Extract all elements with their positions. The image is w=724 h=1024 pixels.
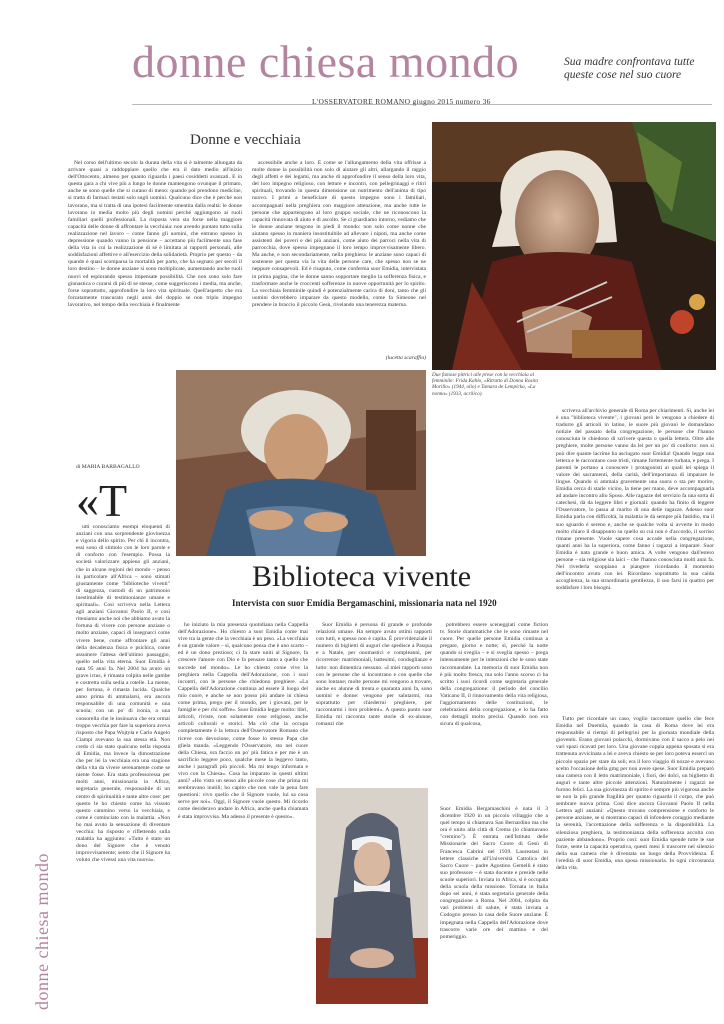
editorial-column-1: Nel corso dell'ultimo secolo la durata della vita si è talmente allungata da arrivare quasi a raddoppiare quello che era il dato medio all'inizio dell'Ottocento, almeno per quanto riguarda i paesi cosiddetti avanzati. E in questa gara a chi vive più a lungo le donne mantengono ovunque il primato, anche se sono quelle che si curano di meno: quando poi prendono medicine, si tratta di farmaci testati solo sugli uomini. Qualcuno dice che è perché non lavorano, ma si tratta di una ipotesi facilmente smentita dalla realtà: le donne lavorano in media molto più degli uomini perché aggiungono ai ruoli familiari quelli professionali. La risposta vera sta forse nella maggiore capacità delle donne di affrontare la vecchiaia: non avendo puntato tutto sulla realizzazione nel lavoro – come fanno gli uomini, che entrano spesso in depressione quando vanno in pensione – accettano più facilmente una fase della vita in cui la realizzazione di sé è limitata ai rapporti personali, alle soddisfazioni affettive e all'esercizio della solidarietà. Proprio per questo – da quando è quasi scomparsa la mortalità per parto, che ha segnato per secoli il loro destino – le donne anziane si sono moltiplicate, aumentando anche ruoli nuovi ed esplorando spesso impensate possibilità. Che non sono solo fare ginnastica o curarsi di più di se stesse, come suggeriscono i media, ma anche, forse soprattutto, approfondire la loro vita spirituale. Quell'aspetto che era forzatamente trascurato negli anni del doppio se non triplo impegno lavorativo, nel tempo della vecchiaia è finalmente [68, 160, 242, 308]
article-column-6: Tutto per ricordare un caso, voglio raccontare quello che fece Emidia nel Duemila, quando la casa di Roma dove lei era responsabile si riempì di pellegrini per la giornata mondiale della gioventù. Erano giovani polacchi, dormivano con il sacco a pelo nei vari spazi ricavati per loro. Una giovane coppia appena sposata si era trattenuta avvicinata a lei e aveva chiesto se per loro poteva esserci un piccolo spazio per stare da soli; era il loro viaggio di nozze e avevano scelto l'occasione della gmg per non avere spese. Suor Emidia preparò una camera con il letto matrimoniale, i fiori, dei dolci, un biglietto di auguri e tante altre piccole attenzioni. Naturalmente i ragazzi ne furono felici. La sua giovinezza di spirito è sempre più vigorosa anche se non la più grande fragilità per quanto riguarda il corpo, che può sembrare nuova prima. Così dice ancora Giovanni Paolo II nella Lettera agli anziani: «Questo trovano comprensione e conforto le persone anziane, se si mostrano capaci di infondere coraggio mediante la serenità, l'accettazione della sofferenza e la disponibilità. La silenziosa preghiera, la testimonianza della sofferenza accolta con paziente abbandono». Proprio così: suor Emidia spende tutte le sue forze, sente la capacità operativa, questi mesi li trascorre nel silenzio della sua camera che è diventata un luogo della Provvidenza. È l'eredità di suor Emidia, una sposa missionaria. In ogni circostanza della vita. [556, 716, 714, 871]
article-column-1: utti conosciamo esempi eloquenti di anziani con una sorprendente giovinezza e vigoria dello spirito. Per chi li incontra, essi sono di stimolo con le loro parole e di conforto con l'esempio. Possa la società valorizzare appieno gli anziani, che in alcune regioni del mondo – penso in particolare all'Africa – sono stimati giustamente come "biblioteche viventi" di saggezza, custodi di un patrimonio inestimabile di testimonianze umane e spirituali». Così scriveva nella Lettera agli anziani Giovanni Paolo II, e così riteniamo anche noi che abbiamo avuto la fortuna di vivere con persone anziane o molto anziane, capaci di insegnarci come vivere bene, come affrontare gli anni della decadenza fisica e psichica, come assumere l'attesa dell'ultimo passaggio, quello nella vita eterna. Suor Emidia è nata 95 anni fa. Nel 2004 ha avuto un grave ictus, è rimasta colpita nelle gambe e costretta sulla sedia a rotelle. La mente, per fortuna, è rimasta lucida. Qualche anno prima di ammalarsi, era ancora responsabile di una comunità e una scuola; con un po' di ironia, a una consorella che le insinuava che era ormai troppo vecchia per fare la superiora aveva risposto che Papa Wojtyła e Carlo Angelo Ciampi avevano la sua stessa età. Non credo ci sia stato qualcuno nella risposta di Emidia, ma invece la dimostrazione che per lei la vecchiaia era una stagione della vita da vivere serenamente come se niente fosse. Era stata professoressa per molti anni, missionaria in Africa, segretaria generale, responsabile di un centro di spiritualità e tante altre cose: per questo le ho chiesto come ha vissuto questo cammino verso la vecchiaia, e come è cominciato con la malattia. «Non ho mai avuto la sensazione di diventare vecchia: ha risposto e riflettendo sulla malattia ha aggiunto: «Tutto è stato un dono del Signore che è venuto improvvisamente; sento che il Signore ha voluto che vivessi una vita nuova». [76, 524, 170, 864]
bio-box: Suor Emidia Bergamaschini è nata il 3 dicembre 1920 in un piccolo villaggio che a quel tempo si chiamava San Bernardino ma che ora è unito alla città di Crema (lo chiamavano "cremino"). È entrata nell'Istituto delle Missionarie del Sacro Cuore di Gesù di Francesca Cabrini nel 1939. Laureatasi in lettere classiche all'Università Cattolica del Sacro Cuore – padre Agostino Gemelli è stato suo professore – è stata docente e preside nelle scuole superiori. Inviata in Africa, si è occupata della scuola della missione. Tornata in Italia dopo sei anni, è stata segretaria generale della congregazione a Roma. Nel 2004, colpita da vari problemi di salute, è stata inviata a Codogno presso la casa delle Suore anziane. È impegnata nella Cappella dell'Adorazione dove trascorre varie ore del mattino e del pomeriggio. [440, 806, 548, 940]
editorial-signature: (lucetta scaraffia) [385, 355, 426, 361]
masthead-title: donne chiesa mondo [132, 36, 520, 87]
article-column-3: Suor Emidia è persona di grande e profonde relazioni umane. Ha sempre avuto ottimi rapporti con tutti, e spesso non è capita. È provvidenziale il numero di biglietti di auguri che spedisce a Pasqua e a Natale, per onomastici e compleanni, per ricorrenze: matrimoniali, battesimi, condoglianze e lutto: non dimentica nessuno. «I miei rapporti sono con le persone che si incontrano e con quelle che sono lontane; molte persone mi vengono a trovare, anche ex alunne di trenta e quaranta anni fa, sono uomini e donne: vengono per salutarmi, ma soprattutto per chiedermi preghiere, per raccontarmi i loro problemi». A questo punto suor Emidia mi racconta tante storie di ex-alunne, romanzi che [316, 622, 432, 728]
article-column-5: scriveva all'archivio generale di Roma per chiarimenti. Sì, anche lei è una "biblioteca vivente", i giovani però le vengono a chiedere di tradurre gli articoli in latino, le suore più giovani le domandano notizie del passato della congregazione, le persone che l'hanno conosciuta le chiedono di scrivere questa o quella lettera. Oltre alle preghiere, molte persone vanno da lei per un po' di conforto: non si può dire quante lacrime ha asciugato suor Emidia! Quando legge una lettera e le raccontano cose tristi, rimane fortemente turbata, e prega. I parenti le portano a conoscere i protagonisti ai quali lei spiega il valore dei sacramenti, della carità, dell'importanza di imparare le lingue. Quando si ammala gravemente una suora o sta per morire, Emidia cerca di starle vicino, la tiene per mano, deve accompagnarla ad andare incontro allo Sposo. Alle ragazze del servizio fa una sorta di catechesi, dà da leggere libri e giornali: quando ha finito di leggere l'Osservatore, lo passa al marito di una delle ragazze. Adesso suor Emidia parla con difficoltà, la malattia le dà sempre più fastidio, ma il suo sguardo è sereno e, anche se qualche volta si avverte in modo molto chiaro il disappunto su quello su cui non è d'accordo, il sorriso rimane presente. Vuole sapere cosa accade nella congregazione, quanti anni ha la superiora, come fanno i ragazzi a imparare. Suor Emidia è nata grande e buon amica. A volte vengono dall'estero persone – sia religiose sia laici – che l'hanno conosciuta molti anni fa. Nel rivederla scoppiano a piangere ricordando il momento dell'incontro avuto con lei. Ricordano soprattutto la sua calda accoglienza, la sua straordinaria gentilezza, il suo farsi in quattro per soddisfare i loro bisogni. [556, 408, 714, 592]
paintings-caption: Due famose pittrici alle prese con la vecchiaia al femminile: Frida Kahlo, «Ritratto di Donna Rosita Morillo» (1944, olio) e Tamara de Lempicka, «La nonna» (1933, acrilico). [432, 372, 538, 397]
article-subtitle: Intervista con suor Emidia Bergamaschini, missionaria nata nel 1920 [232, 598, 497, 608]
issue-line: L'OSSERVATORE ROMANO giugno 2015 numero 36 [312, 97, 491, 106]
painting-kahlo [432, 122, 716, 370]
painting-lempicka [176, 370, 426, 556]
article-author: di MARIA BARBAGALLO [76, 464, 140, 470]
masthead-tagline: Sua madre confrontava tutte queste cose nel suo cuore [564, 56, 695, 81]
drop-cap: «T [76, 475, 128, 526]
section-title: Donne e vecchiaia [190, 132, 301, 148]
editorial-column-2: accessibile anche a loro. È come se l'allungamento della vita offrisse a molte donne la possibilità non solo di aiutare gli altri, allargando il raggio degli affetti e dei legami, ma anche di approfondire il senso della loro vita, del loro impegno religioso, con letture e incontri, con pellegrinaggi e ritiri spirituali, trovando in questa dimensione un nutrimento dell'anima di tipo nuovo. I primi a beneficiare di questo impegno sono i familiari, accompagnati nella preghiera con maggiore attenzione, ma anche tutte le persone che appartengono al loro gruppo sociale, che ne riconoscono la capacità rinnovata di aiuto e di ascolto. Se ci guardiamo intorno, vediamo che le donne anziane tengono in piedi il mondo: non solo come nonne che aiutano spesso in maniera insostituibile ad allevare i nipoti, ma anche come assistenti dei poveri e dei più anziani, come aiuto dei parroci nella vita di parrocchia, dove spesso impegnano il loro tempo improvvisamente libero. Ma anche, e non secondariamente, nella preghiera: le anziane sono capaci di sostenere per questa via la vita delle persone care, che spesso non se ne neppure consapevoli. Ed è risaputo, come conferma suor Emidia, intervistata in prima pagina, che le donne sanno sopportare meglio la sofferenza fisica, e trasformare anche le croccenti sofferenze in nuove opportunità per lo spirito. La vecchiaia femminile quindi è potenzialmente carica di doni, tanto che gli uomini dovrebbero imparare da questo modello, come fa Simeone nel prendere in braccio il piccolo Gesù, rivelando una tenerezza materna. [252, 160, 426, 308]
article-title: Biblioteca vivente [252, 560, 472, 593]
article-column-4: potrebbero essere sceneggiati come fiction tv. Storie drammatiche che le sono rimaste nel cuore. Per quelle persone Emidia continua a pregare, giorno e notte; sì, perché la notte quando si sveglia – e si sveglia spesso – prega intensamente per le intenzioni che le sono state raccomandate. La memoria di suor Emidia non è più molto fresca, ma solo l'anno scorso ci ha scritto i suoi ricordi come segretaria generale della congregazione: il periodo del concilio Vaticano II, il rinnovamento della vita religiosa, l'aggiornamento delle costituzioni, le celebrazioni della congregazione, e lo ha fatto con dettagli molto precisi. Quando non era sicura di qualcosa, [440, 622, 548, 728]
vertical-masthead: donne chiesa mondo [32, 853, 52, 1010]
article-column-2: ho iniziato la mia presenza quotidiana nella Cappella dell'Adorazione». Ho chiesto a suor Emidia come mai vive tra la gente che la vecchiaia è un peso. «La vecchiaia è un grande valore – si, qualcuno pensa che è uno scarto – ed è un dono prezioso; ci fa stare uniti al Signore, fa crescere l'amore con Dio e fa pensare tanto a quello che succede nel mondo». Le ho chiesto come vive la preghiera nella Cappella dell'Adorazione, con i suoi incontri, con le persone che chiedono preghiere. «La Cappella dell'Adorazione continua ad essere il luogo del mio cuore, e anche se non posso più andare in chiesa come prima, prego per il mondo, per i giovani, per le famiglie e per chi soffre». Suor Emidia legge molto: libri, articoli, riviste, non solamente cose religiose, anche articoli culturali e storici. Ma ciò che la occupa completamente è la lettura dell'Osservatore Romano che riceve con devozione, come fosse lo stesso Papa che gliela manda. «Leggendo l'Osservatore, sto nel cuore della Chiesa, ora faccio un po' più fatica e per me è un sacrificio leggere poco, qualche mese la leggevo tanto, anche i paragrafi più piccoli. Ma mi tengo informata e vivo con la Chiesa». Cosa ha imparato in questi ultimi anni? «Ho visto un senso alle piccole cose che prima mi sembravano inutili; ho capito che non vale la pena fare questioni: vivo quello che il Signore vuole, lui sa cosa serve per noi». Oggi, il Signore vuole questo. Mi ricordo come desideravo andare in Africa, anche quella chiamata è stata improvvisa. Ma adesso il presente è questo». [178, 622, 308, 820]
photo-suor-emidia [316, 788, 428, 1004]
